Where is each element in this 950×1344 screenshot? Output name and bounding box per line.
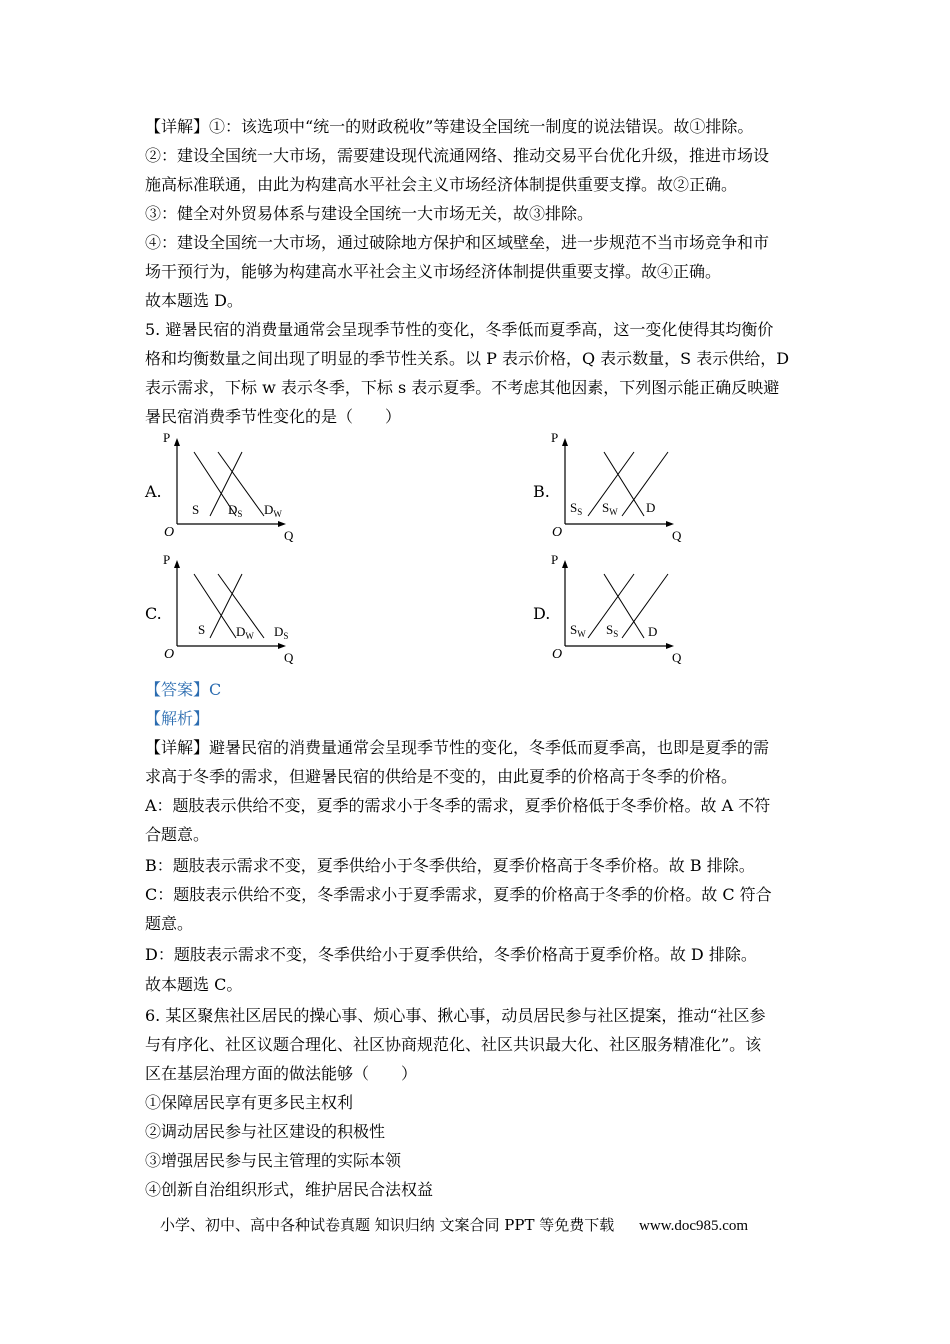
q-axis-label: Q (672, 528, 682, 543)
q-axis-label: Q (672, 650, 682, 665)
curve-label: D (274, 624, 284, 639)
text-line: 【详解】①：该选项中“统一的财政税收”等建设全国统一制度的说法错误。故①排除。 (145, 117, 754, 136)
option-d-label: D. (533, 604, 551, 623)
svg-text:SS (606, 622, 618, 639)
question-5-text: 5. 避暑民宿的消费量通常会呈现季节性的变化，冬季低而夏季高，这一变化使得其均衡价 (145, 320, 774, 339)
curve-subscript: S (237, 509, 243, 519)
curve-label: S (602, 500, 610, 515)
origin-label: O (552, 647, 563, 662)
analysis-heading: 【解析】 (145, 709, 210, 728)
svg-text:DS (228, 502, 242, 519)
curve-label: S (570, 500, 578, 515)
svg-text:SS (570, 500, 582, 517)
svg-text:SW (602, 500, 618, 517)
curve-label: S (570, 622, 578, 637)
question-5-text: 暑民宿消费季节性变化的是（ ） (145, 407, 402, 426)
curve-subscript: W (273, 509, 282, 519)
text-line: 【详解】避暑民宿的消费量通常会呈现季节性的变化，冬季低而夏季高，也即是夏季的需 (145, 738, 770, 757)
svg-text:DS (274, 624, 288, 641)
q-axis-label: Q (284, 650, 294, 665)
curve-subscript: S (613, 629, 619, 639)
question-6-text: 与有序化、社区议题合理化、社区协商规范化、社区共识最大化、社区服务精准化”。该 (145, 1035, 762, 1054)
option-item: ①保障居民享有更多民主权利 (145, 1093, 354, 1112)
p-axis-label: P (163, 552, 171, 567)
option-item: ④创新自治组织形式，维护居民合法权益 (145, 1180, 434, 1199)
curve-label: D (646, 500, 656, 515)
p-axis-label: P (163, 430, 171, 445)
text-line: 场干预行为，能够为构建高水平社会主义市场经济体制提供重要支撑。故④正确。 (145, 262, 722, 281)
curve-label: D (264, 502, 274, 517)
text-line: C：题肢表示供给不变，冬季需求小于夏季需求，夏季的价格高于冬季的价格。故 C 符合 (145, 885, 772, 904)
option-d-graph (548, 552, 698, 664)
text-line: 故本题选 C。 (145, 975, 243, 994)
option-b-label: B. (533, 482, 550, 501)
curve-label: S (198, 622, 206, 637)
curve-subscript: S (283, 631, 289, 641)
p-axis-label: P (551, 430, 559, 445)
text-line: ②：建设全国统一大市场，需要建设现代流通网络、推动交易平台优化升级，推进市场设 (145, 146, 770, 165)
option-item: ②调动居民参与社区建设的积极性 (145, 1122, 386, 1141)
curve-subscript: S (577, 507, 583, 517)
curve-label: D (228, 502, 238, 517)
option-a-label: A. (145, 482, 162, 501)
curve-label: D (648, 624, 658, 639)
q-axis-label: Q (284, 528, 294, 543)
text-line: ③：健全对外贸易体系与建设全国统一大市场无关，故③排除。 (145, 204, 594, 223)
text-line: B：题肢表示需求不变，夏季供给小于冬季供给，夏季价格高于冬季价格。故 B 排除。 (145, 856, 755, 875)
p-axis-label: P (551, 552, 559, 567)
text-line: A：题肢表示供给不变，夏季的需求小于冬季的需求，夏季价格低于冬季价格。故 A 不符 (145, 796, 771, 815)
svg-text:SW (570, 622, 586, 639)
option-b-graph (548, 430, 698, 542)
curve-label: S (606, 622, 614, 637)
page-footer (160, 1214, 748, 1235)
question-5-text: 格和均衡数量之间出现了明显的季节性关系。以 P 表示价格，Q 表示数量，S 表示供给，D (145, 349, 790, 368)
option-a-graph (160, 430, 310, 542)
footer-text: 小学、初中、高中各种试卷真题 知识归纳 文案合同 PPT 等免费下载 (160, 1216, 615, 1234)
curve-subscript: W (245, 631, 254, 641)
question-6-text: 区在基层治理方面的做法能够（ ） (145, 1064, 418, 1083)
text-line: 合题意。 (145, 825, 210, 844)
origin-label: O (164, 525, 175, 540)
curve-subscript: W (609, 507, 618, 517)
svg-text:DW (236, 624, 254, 641)
option-c-graph (160, 552, 310, 664)
text-line: 故本题选 D。 (145, 291, 243, 310)
curve-label: S (192, 502, 200, 517)
curve-label: D (236, 624, 246, 639)
footer-url[interactable]: www.doc985.com (639, 1218, 749, 1234)
curve-subscript: W (577, 629, 586, 639)
question-5-text: 表示需求，下标 w 表示冬季，下标 s 表示夏季。不考虑其他因素，下列图示能正确反映避 (145, 378, 780, 397)
svg-text:DW (264, 502, 282, 519)
option-item: ③增强居民参与民主管理的实际本领 (145, 1151, 402, 1170)
question-6-text: 6. 某区聚焦社区居民的操心事、烦心事、揪心事，动员居民参与社区提案，推动“社区参 (145, 1006, 766, 1025)
text-line: ④：建设全国统一大市场，通过破除地方保护和区域壁垒，进一步规范不当市场竞争和市 (145, 233, 770, 252)
answer-line: 【答案】C (145, 680, 222, 699)
option-c-label: C. (145, 604, 162, 623)
text-line: 题意。 (145, 914, 194, 933)
origin-label: O (164, 647, 175, 662)
text-line: D：题肢表示需求不变，冬季供给小于夏季供给，冬季价格高于夏季价格。故 D 排除。 (145, 945, 757, 964)
origin-label: O (552, 525, 563, 540)
text-line: 求高于冬季的需求，但避暑民宿的供给是不变的，由此夏季的价格高于冬季的价格。 (145, 767, 738, 786)
text-line: 施高标准联通，由此为构建高水平社会主义市场经济体制提供重要支撑。故②正确。 (145, 175, 738, 194)
